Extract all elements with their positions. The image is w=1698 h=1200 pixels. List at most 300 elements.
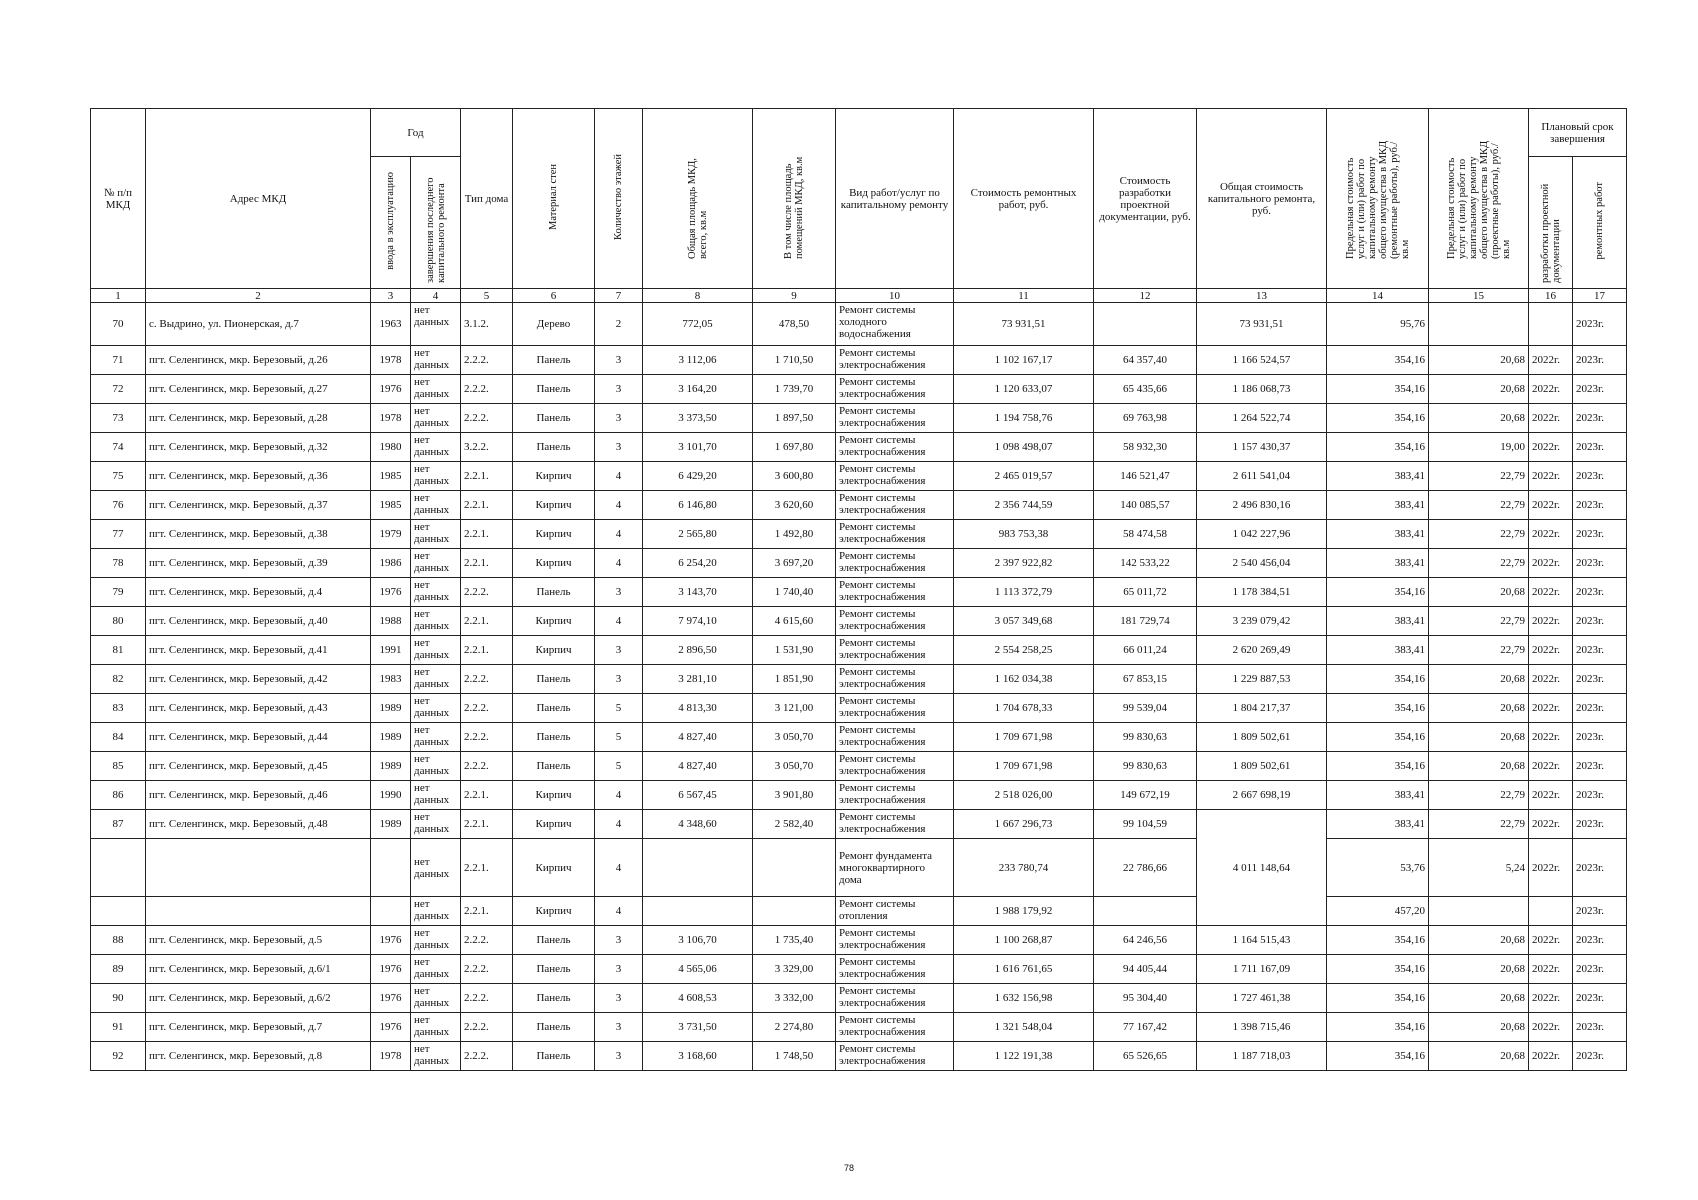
total-cost: 1 164 515,43 — [1197, 926, 1327, 955]
repair-cost: 1 704 678,33 — [954, 694, 1094, 723]
address: пгт. Селенгинск, мкр. Березовый, д.27 — [146, 375, 371, 404]
planned-design: 2022г. — [1529, 810, 1573, 839]
total-cost: 1 042 227,96 — [1197, 520, 1327, 549]
wall-material: Панель — [513, 346, 595, 375]
address: пгт. Селенгинск, мкр. Березовый, д.36 — [146, 462, 371, 491]
floors: 3 — [595, 926, 643, 955]
house-type: 2.2.2. — [461, 926, 513, 955]
column-number: 12 — [1094, 289, 1197, 303]
design-cost: 140 085,57 — [1094, 491, 1197, 520]
row-number: 88 — [91, 926, 146, 955]
year-last-repair: нет данных — [411, 926, 461, 955]
limit-design: 20,68 — [1429, 346, 1529, 375]
repair-cost: 1 098 498,07 — [954, 433, 1094, 462]
repair-cost: 73 931,51 — [954, 303, 1094, 346]
work-type: Ремонт системы электроснабжения — [836, 984, 954, 1013]
floors: 3 — [595, 665, 643, 694]
floors: 4 — [595, 549, 643, 578]
empty-cell — [371, 897, 411, 926]
limit-repair: 383,41 — [1327, 520, 1429, 549]
premises-area: 1 492,80 — [753, 520, 836, 549]
limit-repair: 383,41 — [1327, 636, 1429, 665]
header-year-commission: ввода в эксплуатацию — [371, 157, 411, 289]
year-last-repair: нет данных — [411, 752, 461, 781]
table-row — [91, 926, 1627, 955]
total-cost: 2 667 698,19 — [1197, 781, 1327, 810]
design-cost: 99 539,04 — [1094, 694, 1197, 723]
planned-repair: 2023г. — [1573, 926, 1627, 955]
house-type: 2.2.2. — [461, 723, 513, 752]
design-cost: 58 474,58 — [1094, 520, 1197, 549]
limit-design: 20,68 — [1429, 665, 1529, 694]
floors: 4 — [595, 462, 643, 491]
limit-repair: 354,16 — [1327, 404, 1429, 433]
design-cost: 64 246,56 — [1094, 926, 1197, 955]
design-cost: 181 729,74 — [1094, 607, 1197, 636]
design-cost — [1094, 303, 1197, 346]
year-last-repair: нет данных — [411, 897, 461, 926]
repair-cost: 1 122 191,38 — [954, 1042, 1094, 1071]
limit-design: 20,68 — [1429, 1042, 1529, 1071]
address: пгт. Селенгинск, мкр. Березовый, д.6/1 — [146, 955, 371, 984]
total-cost: 1 727 461,38 — [1197, 984, 1327, 1013]
year-last-repair: нет данных — [411, 433, 461, 462]
floors: 3 — [595, 404, 643, 433]
work-type: Ремонт системы электроснабжения — [836, 520, 954, 549]
house-type: 2.2.1. — [461, 781, 513, 810]
planned-repair: 2023г. — [1573, 549, 1627, 578]
planned-design: 2022г. — [1529, 752, 1573, 781]
header-work-type: Вид работ/услуг по капитальному ремонту — [836, 109, 954, 289]
work-type: Ремонт системы электроснабжения — [836, 491, 954, 520]
total-cost: 3 239 079,42 — [1197, 607, 1327, 636]
limit-repair: 383,41 — [1327, 810, 1429, 839]
address: пгт. Селенгинск, мкр. Березовый, д.8 — [146, 1042, 371, 1071]
planned-repair: 2023г. — [1573, 839, 1627, 897]
total-area: 3 112,06 — [643, 346, 753, 375]
wall-material: Панель — [513, 955, 595, 984]
repair-cost: 1 632 156,98 — [954, 984, 1094, 1013]
wall-material: Кирпич — [513, 897, 595, 926]
planned-repair: 2023г. — [1573, 984, 1627, 1013]
column-number: 13 — [1197, 289, 1327, 303]
wall-material: Панель — [513, 578, 595, 607]
row-number: 87 — [91, 810, 146, 839]
column-number: 15 — [1429, 289, 1529, 303]
planned-design — [1529, 303, 1573, 346]
floors: 5 — [595, 752, 643, 781]
row-number: 86 — [91, 781, 146, 810]
wall-material: Кирпич — [513, 636, 595, 665]
table-row — [91, 375, 1627, 404]
address: с. Выдрино, ул. Пионерская, д.7 — [146, 303, 371, 346]
year-commission: 1986 — [371, 549, 411, 578]
total-area: 3 281,10 — [643, 665, 753, 694]
planned-design: 2022г. — [1529, 549, 1573, 578]
table-row — [91, 694, 1627, 723]
total-cost: 1 187 718,03 — [1197, 1042, 1327, 1071]
repair-cost: 2 554 258,25 — [954, 636, 1094, 665]
header-limit-repair: Предельная стоимость услуг и (или) работ по капитальному ремонту общего имущества в МКД (ремонтные работы), руб./кв.м — [1327, 109, 1429, 289]
house-type: 2.2.1. — [461, 607, 513, 636]
wall-material: Панель — [513, 404, 595, 433]
year-last-repair: нет данных — [411, 955, 461, 984]
table-row — [91, 1013, 1627, 1042]
planned-design: 2022г. — [1529, 607, 1573, 636]
empty-cell — [91, 839, 146, 897]
row-number: 89 — [91, 955, 146, 984]
work-type: Ремонт системы электроснабжения — [836, 752, 954, 781]
design-cost: 65 526,65 — [1094, 1042, 1197, 1071]
year-last-repair: нет данных — [411, 375, 461, 404]
header-floors: Количество этажей — [595, 109, 643, 289]
year-commission: 1989 — [371, 694, 411, 723]
limit-repair: 383,41 — [1327, 549, 1429, 578]
floors: 3 — [595, 346, 643, 375]
planned-design: 2022г. — [1529, 723, 1573, 752]
wall-material: Дерево — [513, 303, 595, 346]
table-row — [91, 578, 1627, 607]
column-number: 6 — [513, 289, 595, 303]
column-number: 2 — [146, 289, 371, 303]
header-planned: Плановый срок завершения — [1529, 109, 1627, 157]
work-type: Ремонт системы электроснабжения — [836, 781, 954, 810]
limit-design: 20,68 — [1429, 1013, 1529, 1042]
table-row — [91, 665, 1627, 694]
wall-material: Панель — [513, 1013, 595, 1042]
year-commission: 1983 — [371, 665, 411, 694]
total-area: 3 106,70 — [643, 926, 753, 955]
address: пгт. Селенгинск, мкр. Березовый, д.28 — [146, 404, 371, 433]
design-cost: 149 672,19 — [1094, 781, 1197, 810]
limit-design: 22,79 — [1429, 491, 1529, 520]
wall-material: Кирпич — [513, 810, 595, 839]
total-area: 4 348,60 — [643, 810, 753, 839]
address: пгт. Селенгинск, мкр. Березовый, д.6/2 — [146, 984, 371, 1013]
address: пгт. Селенгинск, мкр. Березовый, д.5 — [146, 926, 371, 955]
total-cost: 2 620 269,49 — [1197, 636, 1327, 665]
year-last-repair: нет данных — [411, 578, 461, 607]
planned-design: 2022г. — [1529, 984, 1573, 1013]
row-number: 90 — [91, 984, 146, 1013]
house-type: 2.2.2. — [461, 404, 513, 433]
header-limit-design: Предельная стоимость услуг и (или) работ по капитальному ремонту общего имущества в МКД (проектные работы), руб./кв.м — [1429, 109, 1529, 289]
total-area: 6 429,20 — [643, 462, 753, 491]
limit-design: 22,79 — [1429, 636, 1529, 665]
design-cost: 22 786,66 — [1094, 839, 1197, 897]
house-type: 2.2.2. — [461, 665, 513, 694]
planned-design — [1529, 897, 1573, 926]
total-area: 3 143,70 — [643, 578, 753, 607]
column-number: 10 — [836, 289, 954, 303]
wall-material: Кирпич — [513, 549, 595, 578]
planned-repair: 2023г. — [1573, 491, 1627, 520]
header-year-last-repair: завершения последнего капитального ремонта — [411, 157, 461, 289]
table-row — [91, 781, 1627, 810]
column-number: 3 — [371, 289, 411, 303]
premises-area: 3 697,20 — [753, 549, 836, 578]
capital-repair-table — [90, 108, 1627, 1071]
wall-material: Панель — [513, 1042, 595, 1071]
floors: 3 — [595, 1013, 643, 1042]
year-commission: 1976 — [371, 1013, 411, 1042]
header-premises-area: В том числе площадь помещений МКД, кв.м — [753, 109, 836, 289]
floors: 4 — [595, 781, 643, 810]
planned-repair: 2023г. — [1573, 1042, 1627, 1071]
year-commission: 1979 — [371, 520, 411, 549]
year-last-repair: нет данных — [411, 839, 461, 897]
total-area: 6 567,45 — [643, 781, 753, 810]
year-commission: 1978 — [371, 346, 411, 375]
year-last-repair: нет данных — [411, 984, 461, 1013]
address: пгт. Селенгинск, мкр. Березовый, д.39 — [146, 549, 371, 578]
planned-repair: 2023г. — [1573, 897, 1627, 926]
total-area: 6 254,20 — [643, 549, 753, 578]
total-area: 6 146,80 — [643, 491, 753, 520]
total-area: 4 827,40 — [643, 752, 753, 781]
column-number: 4 — [411, 289, 461, 303]
column-number: 17 — [1573, 289, 1627, 303]
house-type: 3.2.2. — [461, 433, 513, 462]
address: пгт. Селенгинск, мкр. Березовый, д.32 — [146, 433, 371, 462]
house-type: 2.2.1. — [461, 520, 513, 549]
planned-repair: 2023г. — [1573, 462, 1627, 491]
year-last-repair: нет данных — [411, 665, 461, 694]
column-number: 16 — [1529, 289, 1573, 303]
limit-repair: 354,16 — [1327, 1013, 1429, 1042]
limit-repair: 354,16 — [1327, 433, 1429, 462]
repair-cost: 1 113 372,79 — [954, 578, 1094, 607]
repair-cost: 1 709 671,98 — [954, 723, 1094, 752]
row-number: 80 — [91, 607, 146, 636]
limit-repair: 354,16 — [1327, 694, 1429, 723]
planned-repair: 2023г. — [1573, 433, 1627, 462]
row-number: 85 — [91, 752, 146, 781]
year-last-repair: нет данных — [411, 723, 461, 752]
work-type: Ремонт системы электроснабжения — [836, 404, 954, 433]
year-commission: 1978 — [371, 404, 411, 433]
row-number: 91 — [91, 1013, 146, 1042]
year-commission: 1963 — [371, 303, 411, 346]
total-cost: 1 809 502,61 — [1197, 723, 1327, 752]
total-area: 3 731,50 — [643, 1013, 753, 1042]
planned-repair: 2023г. — [1573, 1013, 1627, 1042]
limit-repair: 95,76 — [1327, 303, 1429, 346]
house-type: 2.2.1. — [461, 636, 513, 665]
house-type: 2.2.2. — [461, 955, 513, 984]
column-number: 14 — [1327, 289, 1429, 303]
limit-design: 22,79 — [1429, 607, 1529, 636]
repair-cost: 1 120 633,07 — [954, 375, 1094, 404]
design-cost: 99 830,63 — [1094, 723, 1197, 752]
total-area: 2 896,50 — [643, 636, 753, 665]
planned-repair: 2023г. — [1573, 723, 1627, 752]
floors: 4 — [595, 607, 643, 636]
table-row — [91, 752, 1627, 781]
planned-design: 2022г. — [1529, 955, 1573, 984]
design-cost: 58 932,30 — [1094, 433, 1197, 462]
repair-cost: 1 709 671,98 — [954, 752, 1094, 781]
table-row — [91, 897, 1627, 926]
premises-area: 2 274,80 — [753, 1013, 836, 1042]
floors: 3 — [595, 375, 643, 404]
address: пгт. Селенгинск, мкр. Березовый, д.46 — [146, 781, 371, 810]
design-cost: 146 521,47 — [1094, 462, 1197, 491]
address: пгт. Селенгинск, мкр. Березовый, д.40 — [146, 607, 371, 636]
design-cost: 142 533,22 — [1094, 549, 1197, 578]
limit-design: 20,68 — [1429, 578, 1529, 607]
repair-cost: 1 194 758,76 — [954, 404, 1094, 433]
limit-repair: 354,16 — [1327, 926, 1429, 955]
year-last-repair: нет данных — [411, 549, 461, 578]
row-number: 71 — [91, 346, 146, 375]
column-number: 5 — [461, 289, 513, 303]
floors: 4 — [595, 491, 643, 520]
table-row — [91, 404, 1627, 433]
repair-cost: 1 667 296,73 — [954, 810, 1094, 839]
design-cost: 94 405,44 — [1094, 955, 1197, 984]
total-cost: 1 229 887,53 — [1197, 665, 1327, 694]
wall-material: Панель — [513, 375, 595, 404]
floors: 3 — [595, 636, 643, 665]
total-area: 4 565,06 — [643, 955, 753, 984]
wall-material: Кирпич — [513, 462, 595, 491]
limit-design: 22,79 — [1429, 810, 1529, 839]
house-type: 2.2.1. — [461, 549, 513, 578]
work-type: Ремонт системы электроснабжения — [836, 926, 954, 955]
limit-repair: 354,16 — [1327, 752, 1429, 781]
repair-cost: 1 162 034,38 — [954, 665, 1094, 694]
total-area: 4 827,40 — [643, 723, 753, 752]
planned-design: 2022г. — [1529, 1042, 1573, 1071]
total-area — [643, 839, 753, 897]
year-commission: 1988 — [371, 607, 411, 636]
limit-design: 22,79 — [1429, 549, 1529, 578]
premises-area — [753, 839, 836, 897]
year-last-repair: нет данных — [411, 694, 461, 723]
total-cost: 2 496 830,16 — [1197, 491, 1327, 520]
table-row — [91, 491, 1627, 520]
row-number: 78 — [91, 549, 146, 578]
repair-cost: 3 057 349,68 — [954, 607, 1094, 636]
premises-area: 3 050,70 — [753, 723, 836, 752]
planned-design: 2022г. — [1529, 462, 1573, 491]
work-type: Ремонт системы электроснабжения — [836, 955, 954, 984]
year-last-repair: нет данных — [411, 346, 461, 375]
wall-material: Панель — [513, 694, 595, 723]
year-commission: 1985 — [371, 491, 411, 520]
row-number: 81 — [91, 636, 146, 665]
design-cost: 69 763,98 — [1094, 404, 1197, 433]
house-type: 3.1.2. — [461, 303, 513, 346]
limit-design — [1429, 897, 1529, 926]
design-cost: 67 853,15 — [1094, 665, 1197, 694]
total-cost: 1 166 524,57 — [1197, 346, 1327, 375]
total-cost: 4 011 148,64 — [1197, 810, 1327, 926]
design-cost: 95 304,40 — [1094, 984, 1197, 1013]
table-row — [91, 723, 1627, 752]
row-number: 72 — [91, 375, 146, 404]
limit-design: 5,24 — [1429, 839, 1529, 897]
planned-design: 2022г. — [1529, 520, 1573, 549]
planned-repair: 2023г. — [1573, 607, 1627, 636]
header-address: Адрес МКД — [146, 109, 371, 289]
design-cost: 99 830,63 — [1094, 752, 1197, 781]
row-number: 76 — [91, 491, 146, 520]
table-row — [91, 984, 1627, 1013]
repair-cost: 1 100 268,87 — [954, 926, 1094, 955]
wall-material: Кирпич — [513, 520, 595, 549]
limit-repair: 383,41 — [1327, 781, 1429, 810]
header-house-type: Тип дома — [461, 109, 513, 289]
work-type: Ремонт фундамента многоквартирного дома — [836, 839, 954, 897]
row-number: 75 — [91, 462, 146, 491]
column-number: 11 — [954, 289, 1094, 303]
planned-design: 2022г. — [1529, 781, 1573, 810]
design-cost: 77 167,42 — [1094, 1013, 1197, 1042]
header-wall-material: Материал стен — [513, 109, 595, 289]
planned-design: 2022г. — [1529, 665, 1573, 694]
wall-material: Панель — [513, 926, 595, 955]
planned-design: 2022г. — [1529, 694, 1573, 723]
floors: 5 — [595, 723, 643, 752]
planned-repair: 2023г. — [1573, 955, 1627, 984]
house-type: 2.2.1. — [461, 839, 513, 897]
year-commission: 1976 — [371, 955, 411, 984]
floors: 5 — [595, 694, 643, 723]
total-area: 2 565,80 — [643, 520, 753, 549]
premises-area: 3 620,60 — [753, 491, 836, 520]
row-number: 74 — [91, 433, 146, 462]
year-commission: 1976 — [371, 926, 411, 955]
address: пгт. Селенгинск, мкр. Березовый, д.37 — [146, 491, 371, 520]
total-cost: 2 611 541,04 — [1197, 462, 1327, 491]
column-number: 7 — [595, 289, 643, 303]
work-type: Ремонт системы электроснабжения — [836, 665, 954, 694]
row-number: 82 — [91, 665, 146, 694]
total-cost: 1 178 384,51 — [1197, 578, 1327, 607]
design-cost: 65 435,66 — [1094, 375, 1197, 404]
work-type: Ремонт системы электроснабжения — [836, 694, 954, 723]
premises-area: 1 697,80 — [753, 433, 836, 462]
floors: 4 — [595, 839, 643, 897]
table-row — [91, 810, 1627, 839]
planned-design: 2022г. — [1529, 839, 1573, 897]
premises-area: 1 739,70 — [753, 375, 836, 404]
table-row — [91, 839, 1627, 897]
repair-cost: 983 753,38 — [954, 520, 1094, 549]
empty-cell — [371, 839, 411, 897]
wall-material: Кирпич — [513, 781, 595, 810]
premises-area: 3 600,80 — [753, 462, 836, 491]
wall-material: Панель — [513, 433, 595, 462]
column-number: 9 — [753, 289, 836, 303]
limit-repair: 354,16 — [1327, 1042, 1429, 1071]
limit-design: 20,68 — [1429, 723, 1529, 752]
header-total-cost: Общая стоимость капитального ремонта, руб. — [1197, 109, 1327, 289]
repair-cost: 2 465 019,57 — [954, 462, 1094, 491]
floors: 3 — [595, 433, 643, 462]
limit-design: 20,68 — [1429, 375, 1529, 404]
work-type: Ремонт системы электроснабжения — [836, 433, 954, 462]
total-cost: 73 931,51 — [1197, 303, 1327, 346]
floors: 3 — [595, 578, 643, 607]
year-last-repair: нет данных — [411, 462, 461, 491]
limit-repair: 354,16 — [1327, 984, 1429, 1013]
total-area: 3 373,50 — [643, 404, 753, 433]
total-cost: 1 711 167,09 — [1197, 955, 1327, 984]
limit-repair: 383,41 — [1327, 462, 1429, 491]
